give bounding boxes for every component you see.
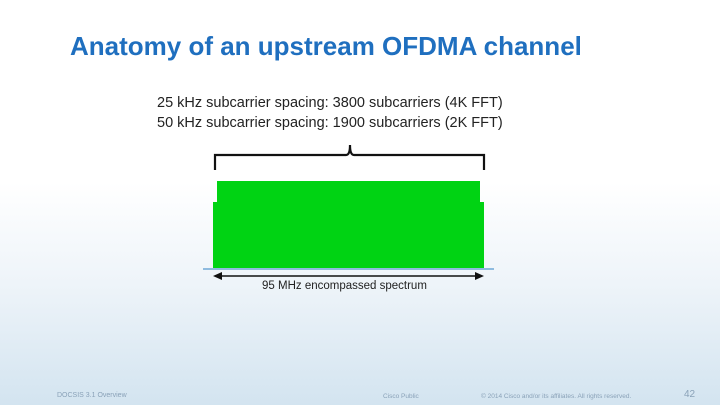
spectrum-span-label: 95 MHz encompassed spectrum (262, 280, 427, 292)
footer-classification: Cisco Public (383, 393, 419, 400)
slide-title: Anatomy of an upstream OFDMA channel (70, 31, 582, 61)
footer-presentation-name: DOCSIS 3.1 Overview (57, 392, 127, 399)
footer-copyright: © 2014 Cisco and/or its affiliates. All rights reserved. (481, 393, 632, 400)
page-number: 42 (684, 389, 696, 400)
subcarrier-brace (215, 145, 484, 170)
spacing-line-50khz: 50 kHz subcarrier spacing: 1900 subcarriers (2K FFT) (157, 115, 503, 131)
spectrum-block (213, 181, 484, 268)
arrowhead-left (213, 272, 222, 280)
arrowhead-right (475, 272, 484, 280)
spacing-line-25khz: 25 kHz subcarrier spacing: 3800 subcarriers (4K FFT) (157, 95, 503, 111)
